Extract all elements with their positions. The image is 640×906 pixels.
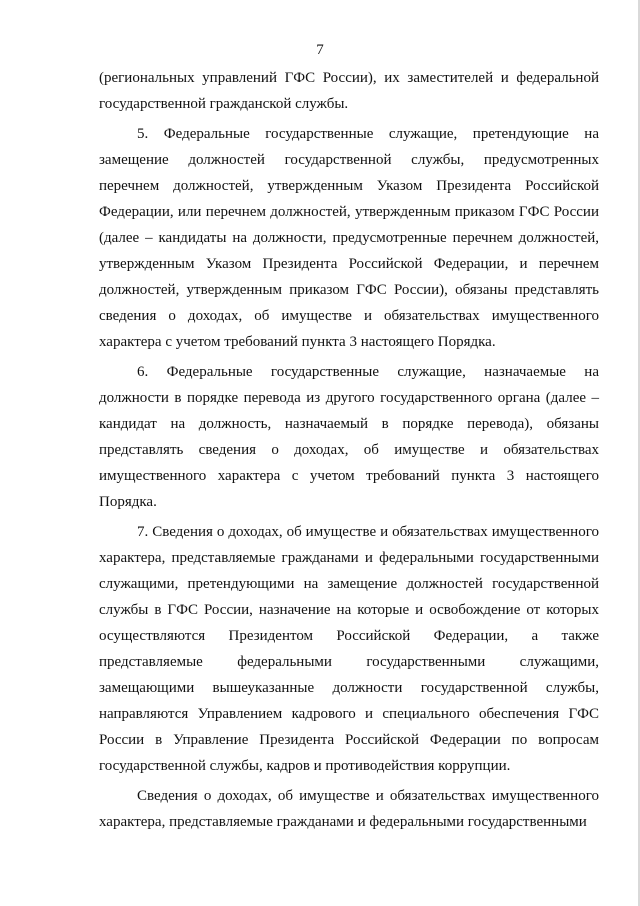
document-body [99,65,599,835]
paragraph-item-6: 6. Федеральные государственные служащие, назначаемые на должности в порядке перевода из другого государственного органа (далее – кандидат на должность, назначаемый в порядке перевода), обязаны представлять сведения о доходах, об имуществе и обязательствах имущественного характера с учетом требований пункта 3 настоящего Порядка. [99,364,599,510]
paragraph-continuation: (региональных управлений ГФС России), их заместителей и федеральной государственной гражданской службы. [99,70,599,112]
page-number: 7 [316,42,324,58]
paragraph-item-5: 5. Федеральные государственные служащие, претендующие на замещение должностей государственной службы, предусмотренных перечнем должностей, утвержденным Указом Президента Российской Федерации, или перечнем должностей, утвержденным приказом ГФС России (далее – кандидаты на должности, предусмотренные перечнем должностей, утвержденным Указом Президента Российской Федерации, и перечнем должностей, утвержденным приказом ГФС России), обязаны представлять сведения о доходах, об имуществе и обязательствах имущественного характера с учетом требований пункта 3 настоящего Порядка. [99,126,599,350]
paragraph-item-7: 7. Сведения о доходах, об имуществе и обязательствах имущественного характера, представляемые гражданами и федеральными государственными служащими, претендующими на замещение должностей государственной службы в ГФС России, назначение на которые и освобождение от которых осуществляются Президентом Российской Федерации, а также представляемые федеральными государственными служащими, замещающими вышеуказанные должности государственной службы, направляются Управлением кадрового и специального обеспечения ГФС России в Управление Президента Российской Федерации по вопросам государственной службы, кадров и противодействия коррупции. [99,524,599,774]
paragraph-item-7-continued: Сведения о доходах, об имуществе и обязательствах имущественного характера, представляемые гражданами и федеральными государственными [99,788,599,830]
